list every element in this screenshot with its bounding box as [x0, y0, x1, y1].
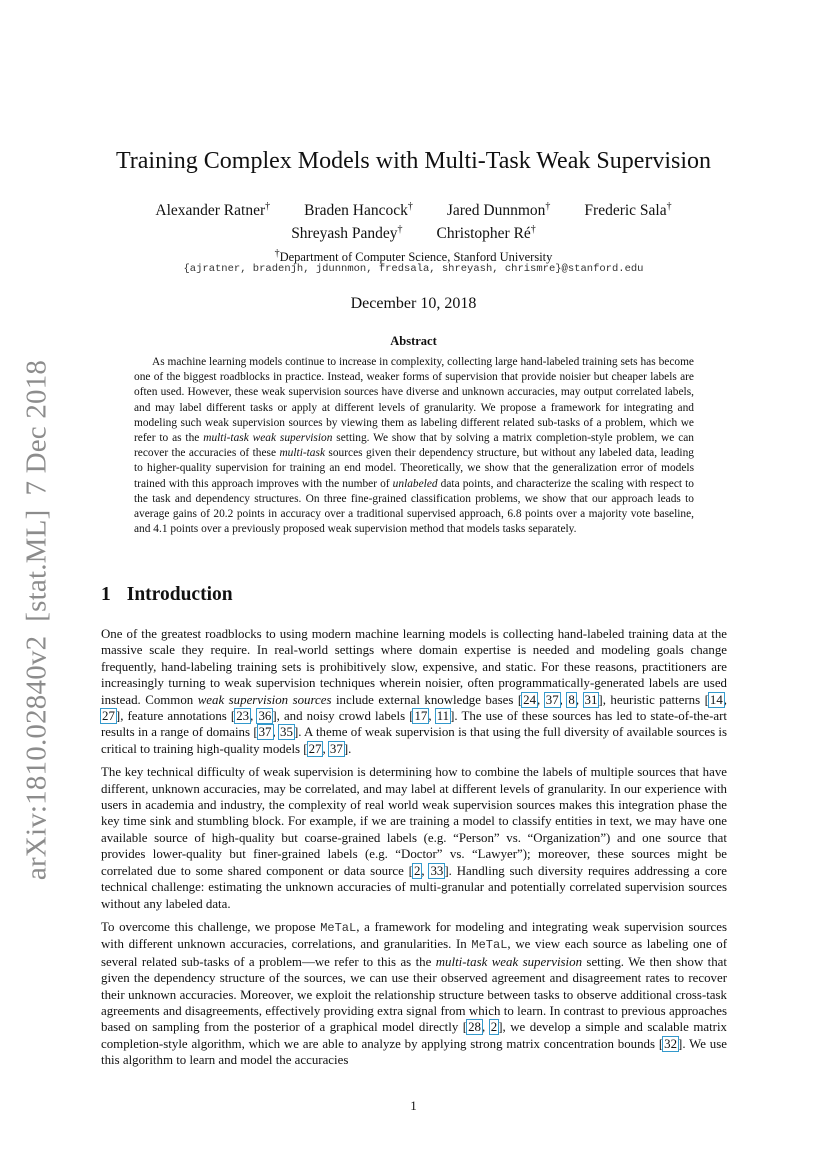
citation-link[interactable]: 2 — [490, 1020, 498, 1035]
paragraph: The key technical difficulty of weak supervision is determining how to combine the labels of multiple sources that have different, unknown accuracies, may be correlated, and may label at different levels of granularity. In our experience with users in academia and industry, the complexity of real world weak supervision sources makes this integration phase the key time sink and stumbling block. For example, if we are training a model to classify entities in text, we may have one available source of high-quality but coarse-grained labels (e.g. “Person” vs. “Organization”) and one source that provides lower-quality but finer-grained labels (e.g. “Doctor” vs. “Lawyer”); moreover, these sources might be correlated due to some shared component or data source [2, 33]. Handling such diversity requires addressing a core technical challenge: estimating the unknown accuracies of multi-granular and potentially correlated supervision sources without any labeled data. — [101, 765, 728, 911]
author-list — [0, 197, 827, 243]
page-number: 1 — [410, 1098, 417, 1113]
citation-link[interactable]: 28 — [468, 1020, 481, 1035]
author: Alexander Ratner† — [155, 201, 271, 220]
paper-date: December 10, 2018 — [350, 295, 477, 312]
author-emails: {ajratner, bradenjh, jdunnmon, fredsala, shreyash, chrismre}@stanford.edu — [183, 263, 644, 275]
arxiv-date: 7 Dec 2018 — [20, 359, 53, 496]
citation-link[interactable]: 24 — [523, 692, 537, 707]
citation-link[interactable]: 27 — [308, 741, 322, 756]
citation-link[interactable]: 31 — [584, 692, 598, 707]
citation-group: [37, 35] — [253, 725, 299, 740]
citation-group: [17, 11] — [409, 709, 455, 724]
section-body — [101, 626, 727, 1076]
citation-group: [27, 37] — [303, 741, 349, 756]
citation-link[interactable]: 37 — [258, 725, 272, 740]
citation-link[interactable]: 37 — [329, 741, 343, 756]
affiliation: †Department of Computer Science, Stanford University — [274, 248, 553, 265]
citation-link[interactable]: 14 — [709, 692, 723, 707]
citation-link[interactable]: 35 — [280, 725, 293, 740]
citation-link[interactable]: 36 — [258, 709, 272, 724]
arxiv-stamp — [21, 360, 54, 880]
citation-link[interactable]: 37 — [545, 692, 559, 707]
citation-link[interactable]: 32 — [664, 1036, 678, 1051]
paragraph: To overcome this challenge, we propose MeTaL, a framework for modeling and integrating weak supervision sources with different unknown accuracies, correlations, and granularities. In MeTaL, we view each source as labeling one of several related sub-tasks of a problem—we refer to this as the multi-task weak supervision setting. We then show that given the dependency structure of the sources, we can use their observed agreement and disagreement rates to recover their unknown accuracies. Moreover, we exploit the relationship structure between tasks to observe additional cross-task agreements and disagreements, effectively providing extra signal from which to learn. In contrast to previous approaches based on sampling from the posterior of a graphical model directly [28, 2], we develop a simple and scalable matrix completion-style algorithm, which we are able to analyze by applying strong matrix concentration bounds [32]. We use this algorithm to learn and model the accuracies — [101, 919, 728, 1068]
paragraph: One of the greatest roadblocks to using modern machine learning models is collecting hand-labeled training data at the massive scale they require. In real-world settings where domain expertise is needed and modeling goals change frequently, hand-labeling training sets is prohibitively slow, expensive, and static. For these reasons, practitioners are increasingly turning to weak supervision techniques wherein noisier, often programmatically-generated labels are used instead. Common weak supervision sources include external knowledge bases [24, 37, 8, 31], heuristic patterns [14, 27], feature annotations [23, 36], and noisy crowd labels [17, 11]. The use of these sources has led to state-of-the-art results in a range of domains [37, 35]. A theme of weak supervision is that using the full diversity of available sources is critical to training high-quality models [27, 37]. — [101, 627, 728, 756]
citation-group: [2, 33] — [408, 863, 449, 878]
citation-group: [32] — [658, 1036, 683, 1051]
author-row-1 — [0, 197, 827, 220]
citation-link[interactable]: 23 — [236, 709, 250, 724]
arxiv-sidebar — [12, 360, 62, 880]
citation-group: [23, 36] — [230, 709, 277, 724]
citation-link[interactable]: 17 — [414, 709, 428, 724]
author: Christopher Ré† — [436, 224, 536, 243]
citation-link[interactable]: 27 — [102, 709, 115, 724]
arxiv-category: [stat.ML] — [20, 509, 53, 622]
paper-title: Training Complex Models with Multi-Task Weak Supervision — [115, 148, 712, 174]
system-name: MeTaL — [320, 920, 357, 935]
system-name: MeTaL — [471, 938, 508, 953]
citation-group: [14, 27] — [102, 692, 728, 724]
author: Braden Hancock† — [304, 201, 413, 220]
citation-link[interactable]: 8 — [568, 692, 575, 707]
abstract-text: As machine learning models continue to increase in complexity, collecting large hand-labeled training sets has become one of the biggest roadblocks in practice. Instead, weaker forms of supervision that provide noisier but cheaper labels are often used. However, these weak supervision sources have diverse and unknown accuracies, may output correlated labels, and may label different tasks or apply at different levels of granularity. We propose a framework for integrating and modeling such weak supervision sources by viewing them as labeling different related sub-tasks of a problem, which we refer to as the multi-task weak supervision setting. We show that by solving a matrix completion-style problem, we can recover the accuracies of these multi-task sources given their dependency structure, but without any labeled data, leading to higher-quality supervision for training an end model. Theoretically, we show that the generalization error of models trained with this approach improves with the number of unlabeled data points, and characterize the scaling with respect to the task and dependency structures. On three fine-grained classification problems, we show that our approach leads to average gains of 20.2 points in accuracy over a traditional supervised approach, 6.8 points over a majority vote baseline, and 4.1 points over a previously proposed weak supervision method that models tasks separately. — [134, 356, 694, 536]
citation-link[interactable]: 11 — [436, 709, 450, 724]
author: Frederic Sala† — [584, 201, 672, 220]
author-row-2 — [0, 220, 827, 243]
citation-link[interactable]: 33 — [430, 863, 444, 878]
abstract-heading: Abstract — [390, 334, 437, 348]
section-heading: 1 Introduction — [101, 584, 233, 605]
arxiv-id[interactable]: arXiv:1810.02840v2 — [20, 635, 53, 881]
citation-link[interactable]: 2 — [413, 863, 421, 878]
author: Shreyash Pandey† — [291, 224, 403, 243]
citation-group: [28, 2] — [462, 1020, 503, 1035]
citation-group: [24, 37, 8, 31] — [517, 692, 603, 707]
author: Jared Dunnmon† — [446, 201, 551, 220]
